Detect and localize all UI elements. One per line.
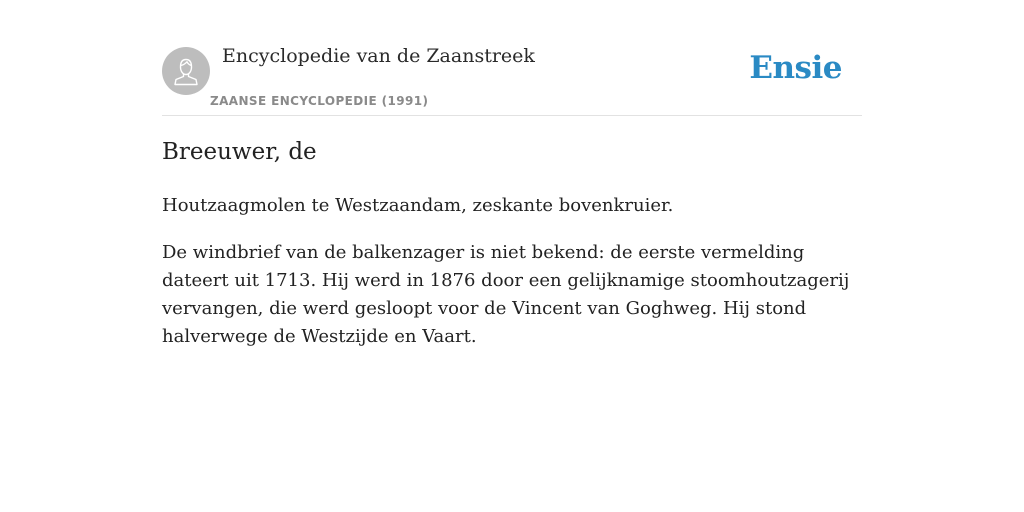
entry-paragraph-1: Houtzaagmolen te Westzaandam, zeskante bovenkruier.: [162, 195, 674, 216]
entry-paragraph-2: De windbrief van de balkenzager is niet bekend: de eerste vermelding dateert uit 1713. Hij werd in 1876 door een gelijknamige stoomhoutzagerij vervangen, die werd gesloopt voor de Vincent van Goghweg. Hij stond halverwege de Westzijde en Vaart.: [162, 242, 850, 347]
avatar[interactable]: [162, 47, 210, 95]
brand-logo-link[interactable]: Ensie: [749, 50, 842, 86]
user-icon: [162, 47, 210, 95]
entry-title: Breeuwer, de: [162, 139, 317, 165]
source-subtitle: ZAANSE ENCYCLOPEDIE (1991): [210, 94, 429, 108]
page-content: [162, 0, 862, 347]
entry-header: [162, 0, 862, 116]
source-title-link[interactable]: Encyclopedie van de Zaanstreek: [222, 45, 535, 67]
